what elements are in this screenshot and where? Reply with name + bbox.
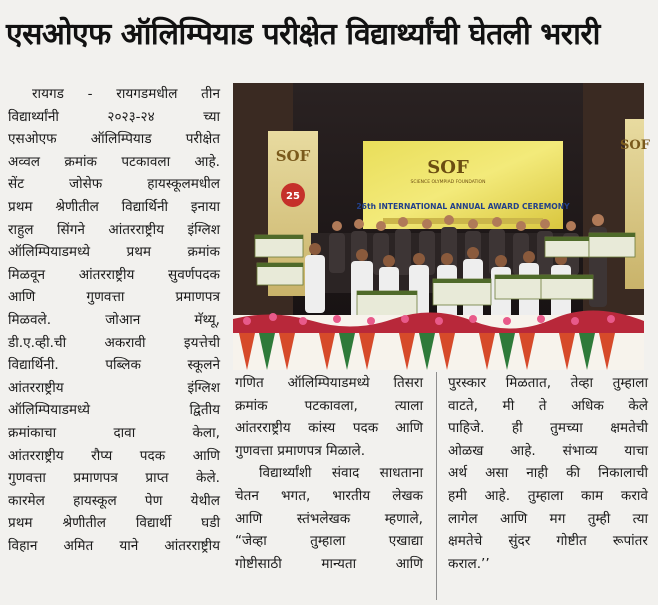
stage-flowers <box>233 310 644 370</box>
article-line: सेंट जोसेफ हायस्कूलमधील <box>8 176 220 193</box>
side-banner-logo: SOF <box>275 147 311 165</box>
article-line: पुरस्कार मिळतात, तेव्हा तुम्हाला <box>448 375 648 391</box>
article-line: प्रथम श्रेणीतील विद्यार्थी घडी <box>8 515 220 532</box>
article-line: गुणवत्ता प्रमाणपत्र मिळाले. <box>235 442 366 459</box>
stage-banner-logo: SOF <box>427 157 469 178</box>
article-line: विहान अमित याने आंतरराष्ट्रीय <box>8 537 220 554</box>
article-line: कराल.’’ <box>448 555 490 572</box>
article-line: रायगड - रायगडमधील तीन <box>32 86 220 102</box>
article-column-right <box>448 372 648 575</box>
article-line: ओळख आहे. संभाव्य याचा <box>448 442 648 459</box>
stage-banner-tagline: SCIENCE OLYMPIAD FOUNDATION <box>410 180 486 185</box>
article-line: अर्थ असा नाही की निकालाची <box>448 465 648 482</box>
article-line: विद्यार्थ्यांशी संवाद साधताना <box>259 465 423 482</box>
article-line: प्रथम श्रेणीतील विद्यार्थिनी इनाया <box>8 198 220 215</box>
article-line: अव्वल क्रमांक पटकावला आहे. <box>8 153 220 170</box>
article-line: एसओएफ ऑलिम्पियाड परीक्षेत <box>8 131 220 148</box>
side-banner-badge: 25 <box>286 191 300 202</box>
article-line: विद्यार्थ्यांनी २०२३-२४ च्या <box>8 108 220 125</box>
article-line: पाहिजे. ही तुमच्या क्षमतेची <box>448 420 648 437</box>
article-column-middle <box>235 372 423 575</box>
article-line: मिळवले. जोआन मॅथ्यू, <box>8 311 220 328</box>
article-line: गुणवत्ता प्रमाणपत्र प्राप्त केले. <box>8 470 220 487</box>
article-line: मिळवून आंतरराष्ट्रीय सुवर्णपदक <box>8 266 220 283</box>
article-line: क्रमांक पटकावला, त्याला <box>235 397 423 414</box>
article-line: हमी आहे. तुम्हाला काम करावे <box>448 487 648 504</box>
article-line: लागेल आणि मग तुम्ही त्या <box>448 510 648 527</box>
award-ceremony-photo <box>233 83 650 370</box>
headline: एसओएफ ऑलिम्पियाड परीक्षेत विद्यार्थ्यांची घेतली भरारी <box>6 17 600 52</box>
side-banner-logo: SOF <box>620 138 650 153</box>
article-line: वाटते, मी ते अधिक केले <box>448 397 648 414</box>
column-divider <box>436 372 437 600</box>
article-line: क्रमांकाचा दावा केला, <box>8 424 220 441</box>
stage-screen <box>356 141 570 229</box>
article-line: ऑलिम्पियाडमध्ये प्रथम क्रमांक <box>8 244 220 261</box>
article-line: ऑलिम्पियाडमध्ये द्वितीय <box>8 402 220 419</box>
stage-banner-title: 26th INTERNATIONAL ANNUAL AWARD CEREMONY <box>356 202 570 211</box>
article-line: राहुल सिंगने आंतरराष्ट्रीय इंग्लिश <box>8 221 220 238</box>
article-line: गोष्टीसाठी मान्यता आणि <box>235 555 423 572</box>
article-line: क्षमतेचे सुंदर गोष्टीत रूपांतर <box>448 533 648 550</box>
article-line: आंतरराष्ट्रीय रौप्य पदक आणि <box>8 447 220 464</box>
article-column-left <box>8 83 220 557</box>
article-line: आणि स्तंभलेखक म्हणाले, <box>235 510 423 527</box>
article-line: आणि गुणवत्ता प्रमाणपत्र <box>8 289 220 306</box>
article-line: गणित ऑलिम्पियाडमध्ये तिसरा <box>235 375 423 391</box>
article-line: आंतरराष्ट्रीय कांस्य पदक आणि <box>235 420 423 437</box>
article-line: चेतन भगत, भारतीय लेखक <box>235 487 423 504</box>
article-line: “जेव्हा तुम्हाला एखाद्या <box>235 533 423 550</box>
article-line: विद्यार्थिनी. पब्लिक स्कूलने <box>8 357 220 374</box>
article-line: कारमेल हायस्कूल पेण येथील <box>8 492 220 509</box>
article-line: आंतरराष्ट्रीय इंग्लिश <box>8 379 220 396</box>
article-line: डी.ए.व्ही.ची अकरावी इयत्तेची <box>8 334 220 351</box>
